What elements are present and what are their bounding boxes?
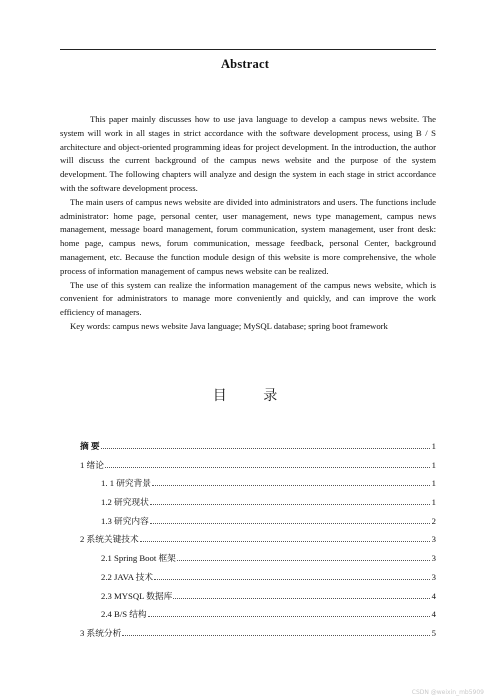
toc-entry-page: 1 [431, 497, 436, 508]
toc-leader-dots [105, 460, 430, 468]
toc-leader-dots [122, 628, 430, 636]
toc-entry-page: 3 [431, 534, 436, 545]
toc-entry-page: 1 [431, 459, 436, 470]
toc-leader-dots [140, 534, 430, 542]
toc-entry-label: 1. 1 研究背景 [101, 478, 151, 489]
keywords-paragraph: Key words: campus news website Java language; MySQL database; spring boot framework [70, 320, 388, 331]
toc-entry-label: 摘 要 [80, 441, 100, 451]
toc-leader-dots [101, 441, 430, 449]
abstract-paragraph: This paper mainly discusses how to use java language to develop a campus news website. The system will work in all stages in strict accordance with the software development process, using B / S architecture and object-oriented programming ideas for project development. In the introduction, the author will discuss the current background of the campus news website and the purpose of the system development. The following chapters will analyze and design the system in each stage in strict accordance with the software development process. [60, 114, 436, 193]
toc-leader-dots [173, 591, 430, 599]
header-rule [60, 49, 436, 50]
table-of-contents [80, 440, 436, 646]
toc-entry-label: 1.2 研究现状 [101, 497, 149, 508]
abstract-paragraph: The use of this system can realize the information management of the campus news website, which is convenient for administrators to manage more conveniently and quickly, and can improve the work efficiency of managers. [60, 279, 436, 318]
toc-entry-page: 1 [431, 478, 436, 489]
toc-entry[interactable] [80, 590, 436, 609]
toc-entry[interactable] [80, 627, 436, 646]
toc-entry[interactable] [80, 552, 436, 571]
toc-entry[interactable] [80, 459, 436, 478]
toc-entry[interactable] [80, 477, 436, 496]
toc-entry[interactable] [80, 571, 436, 590]
toc-entry-page: 4 [431, 590, 436, 601]
toc-leader-dots [152, 478, 430, 486]
toc-entry[interactable] [80, 496, 436, 515]
toc-entry-label: 2 系统关键技术 [80, 534, 139, 545]
toc-entry[interactable] [80, 440, 436, 459]
toc-entry-label: 2.4 B/S 结构 [101, 609, 147, 620]
toc-entry-label: 2.1 Spring Boot 框架 [101, 553, 176, 564]
toc-entry-page: 1 [431, 441, 436, 451]
abstract-paragraph: The main users of campus news website are divided into administrators and users. The functions include administrator: home page, personal center, user management, news type management, campus news management, message board management, forum communication, system management, user front desk: home page, campus news, forum communication, message feedback, personal Center, background management, etc. Because the function module design of this website is more comprehensive, the whole process of information management of campus news website can be realized. [60, 196, 436, 276]
toc-leader-dots [177, 553, 430, 561]
toc-entry-label: 1.3 研究内容 [101, 515, 149, 526]
toc-leader-dots [148, 609, 430, 617]
toc-entry-label: 1 绪论 [80, 459, 104, 470]
toc-leader-dots [150, 516, 430, 524]
toc-leader-dots [150, 497, 430, 505]
toc-entry-page: 3 [431, 571, 436, 582]
toc-entry-label: 2.3 MYSQL 数据库 [101, 590, 173, 601]
abstract-title: Abstract [220, 57, 270, 71]
toc-entry-label: 3 系统分析 [80, 627, 122, 638]
watermark: CSDN @weixin_mb5909 [411, 689, 484, 696]
toc-entry-page: 4 [431, 609, 436, 620]
toc-entry[interactable] [80, 533, 436, 552]
toc-entry[interactable] [80, 515, 436, 534]
toc-title: 目 录 [212, 388, 294, 404]
toc-entry-page: 3 [431, 553, 436, 564]
toc-entry-label: 2.2 JAVA 技术 [101, 571, 154, 582]
toc-entry[interactable] [80, 608, 436, 627]
toc-entry-page: 2 [431, 515, 436, 526]
toc-leader-dots [154, 572, 430, 580]
abstract-body [60, 113, 436, 334]
toc-entry-page: 5 [431, 627, 436, 638]
